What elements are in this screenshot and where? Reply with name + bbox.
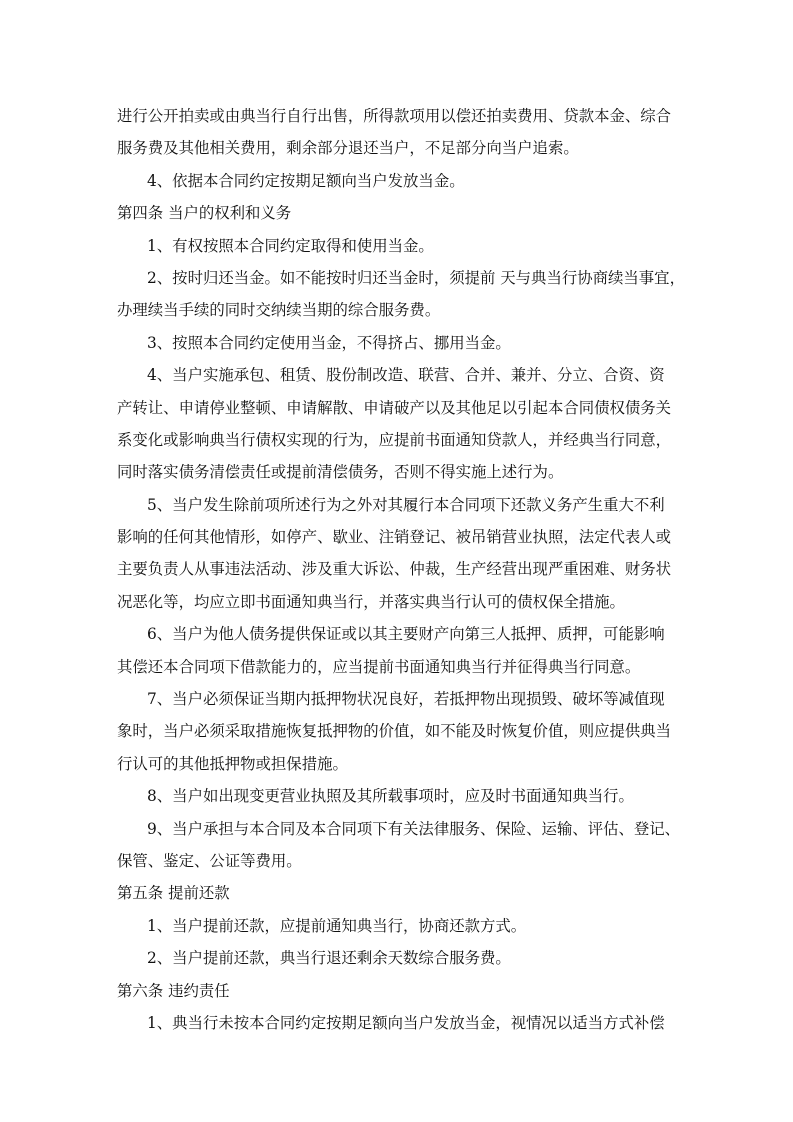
text-line: 8、当户如出现变更营业执照及其所载事项时，应及时书面通知典当行。 [147,787,634,806]
text-line: 2、当户提前还款，典当行退还剩余天数综合服务费。 [147,949,511,968]
text-line: 象时，当户必须采取措施恢复抵押物的价值，如不能及时恢复价值，则应提供典当 [117,722,672,741]
text-line: 行认可的其他抵押物或担保措施。 [117,754,348,773]
section-heading: 第五条 提前还款 [117,884,230,903]
section-heading: 第六条 违约责任 [117,981,230,1000]
text-line: 况恶化等，均应立即书面通知典当行，并落实典当行认可的债权保全措施。 [117,592,625,611]
text-line: 3、按照本合同约定使用当金，不得挤占、挪用当金。 [147,333,511,352]
text-line: 1、典当行未按本合同约定按期足额向当户发放当金，视情况以适当方式补偿 [147,1013,665,1032]
text-line: 产转让、申请停业整顿、申请解散、申请破产以及其他足以引起本合同债权债务关 [117,398,672,417]
document-body [117,100,683,1039]
text-line: 服务费及其他相关费用，剩余部分退还当户，不足部分向当户追索。 [117,139,579,158]
text-line: 办理续当手续的同时交纳续当期的综合服务费。 [117,301,441,320]
text-line: 进行公开拍卖或由典当行自行出售，所得款项用以偿还拍卖费用、贷款本金、综合 [117,107,672,125]
text-line: 9、当户承担与本合同及本合同项下有关法律服务、保险、运输、评估、登记、 [147,819,681,838]
text-line: 其偿还本合同项下借款能力的，应当提前书面通知典当行并征得典当行同意。 [117,657,641,676]
text-line: 4、当户实施承包、租赁、股份制改造、联营、合并、兼并、分立、合资、资 [147,366,665,385]
text-line: 主要负责人从事违法活动、涉及重大诉讼、仲裁，生产经营出现严重困难、财务状 [117,560,672,579]
text-line: 4、依据本合同约定按期足额向当户发放当金。 [147,171,465,190]
text-line: 7、当户必须保证当期内抵押物状况良好，若抵押物出现损毁、破坏等减值现 [147,690,665,709]
text-line: 2、按时归还当金。如不能按时归还当金时，须提前 天与典当行协商续当事宜， [147,268,685,287]
text-line: 系变化或影响典当行债权实现的行为，应提前书面通知贷款人，并经典当行同意， [117,430,672,449]
text-line: 1、当户提前还款，应提前通知典当行，协商还款方式。 [147,916,527,935]
text-line: 5、当户发生除前项所述行为之外对其履行本合同项下还款义务产生重大不利 [147,495,665,514]
text-line: 6、当户为他人债务提供保证或以其主要财产向第三人抵押、质押，可能影响 [147,625,665,644]
text-line: 保管、鉴定、公证等费用。 [117,851,302,870]
text-line: 同时落实债务清偿责任或提前清偿债务，否则不得实施上述行为。 [117,463,564,482]
section-heading: 第四条 当户的权利和义务 [117,204,292,223]
text-line: 1、有权按照本合同约定取得和使用当金。 [147,236,434,255]
text-line: 影响的任何其他情形，如停产、歇业、注销登记、被吊销营业执照，法定代表人或 [117,528,672,547]
